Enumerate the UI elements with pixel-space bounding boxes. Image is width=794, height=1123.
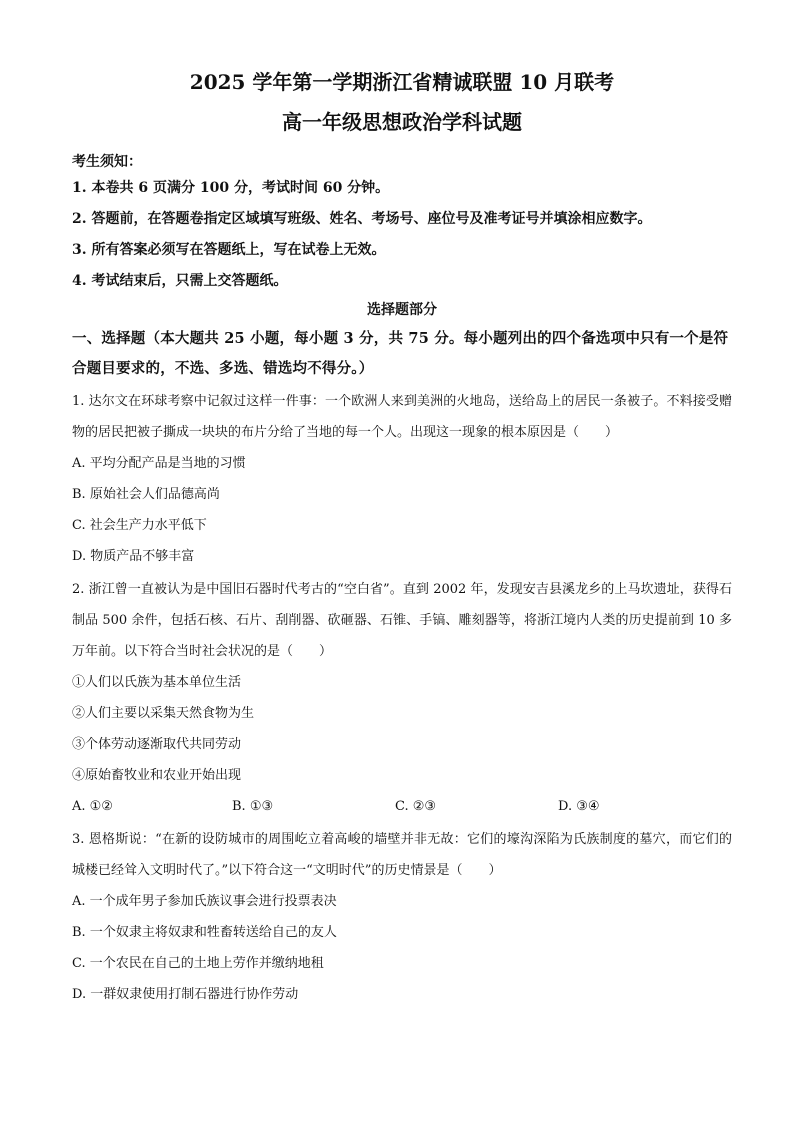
exam-title: 2025 学年第一学期浙江省精诚联盟 10 月联考 — [189, 70, 615, 94]
option-c: C. 社会生产力水平低下 — [72, 518, 207, 533]
option-b: B. ①③ — [232, 799, 274, 814]
option-a: A. 一个成年男子参加氏族议事会进行投票表决 — [72, 894, 337, 909]
exam-page — [72, 68, 732, 1010]
notice-item: 3. 所有答案必须写在答题纸上，写在试卷上无效。 — [72, 242, 386, 258]
option-b: B. 一个奴隶主将奴隶和牲畜转送给自己的友人 — [72, 925, 337, 940]
exam-subtitle: 高一年级思想政治学科试题 — [282, 110, 522, 134]
option-a: A. ①② — [72, 799, 113, 814]
notice-item: 1. 本卷共 6 页满分 100 分，考试时间 60 分钟。 — [72, 180, 390, 196]
statement-2: ②人们主要以采集天然食物为生 — [72, 706, 255, 721]
question-stem: 3. 恩格斯说：“在新的设防城市的周围屹立着高峻的墙壁并非无故：它们的壕沟深陷为氏族制度的墓穴，而它们的城楼已经耸入文明时代了。”以下符合这一“文明时代”的历史情景是（ ） — [72, 832, 732, 878]
option-c: C. ②③ — [395, 799, 437, 814]
part-heading: 一、选择题（本大题共 25 小题，每小题 3 分，共 75 分。每小题列出的四个备选项中只有一个是符合题目要求的，不选、多选、错选均不得分。） — [72, 330, 729, 377]
option-a: A. 平均分配产品是当地的习惯 — [72, 456, 246, 471]
notice-item: 4. 考试结束后，只需上交答题纸。 — [72, 273, 288, 289]
question-stem: 1. 达尔文在环球考察中记叙过这样一件事：一个欧洲人来到美洲的火地岛，送给岛上的居民一条被子。不料接受赠物的居民把被子撕成一块块的布片分给了当地的每一个人。出现这一现象的根本原因是（ ） — [72, 394, 732, 440]
question-3 — [72, 824, 732, 1010]
option-d: D. 物质产品不够丰富 — [72, 549, 195, 564]
option-d: D. ③④ — [558, 799, 600, 814]
question-stem: 2. 浙江曾一直被认为是中国旧石器时代考古的“空白省”。直到 2002 年，发现安吉县溪龙乡的上马坎遗址，获得石制品 500 余件，包括石核、石片、刮削器、砍砸器、石锥、手镐、雕刻器等，将浙江境内人类的历史提前到 10 多万年前。以下符合当时社会状况的是（ ） — [72, 582, 732, 659]
notice-heading: 考生须知： — [72, 154, 142, 170]
question-1 — [72, 386, 732, 572]
statement-3: ③个体劳动逐渐取代共同劳动 — [72, 737, 242, 752]
section-title: 选择题部分 — [367, 302, 437, 318]
notice-list — [72, 178, 732, 291]
notice-item: 2. 答题前，在答题卷指定区域填写班级、姓名、考场号、座位号及准考证号并填涂相应数字。 — [72, 211, 652, 227]
question-2 — [72, 574, 732, 822]
option-c: C. 一个农民在自己的土地上劳作并缴纳地租 — [72, 956, 324, 971]
statement-1: ①人们以氏族为基本单位生活 — [72, 675, 242, 690]
statement-4: ④原始畜牧业和农业开始出现 — [72, 768, 242, 783]
option-d: D. 一群奴隶使用打制石器进行协作劳动 — [72, 987, 299, 1002]
option-b: B. 原始社会人们品德高尚 — [72, 487, 220, 502]
options-row — [72, 791, 732, 822]
